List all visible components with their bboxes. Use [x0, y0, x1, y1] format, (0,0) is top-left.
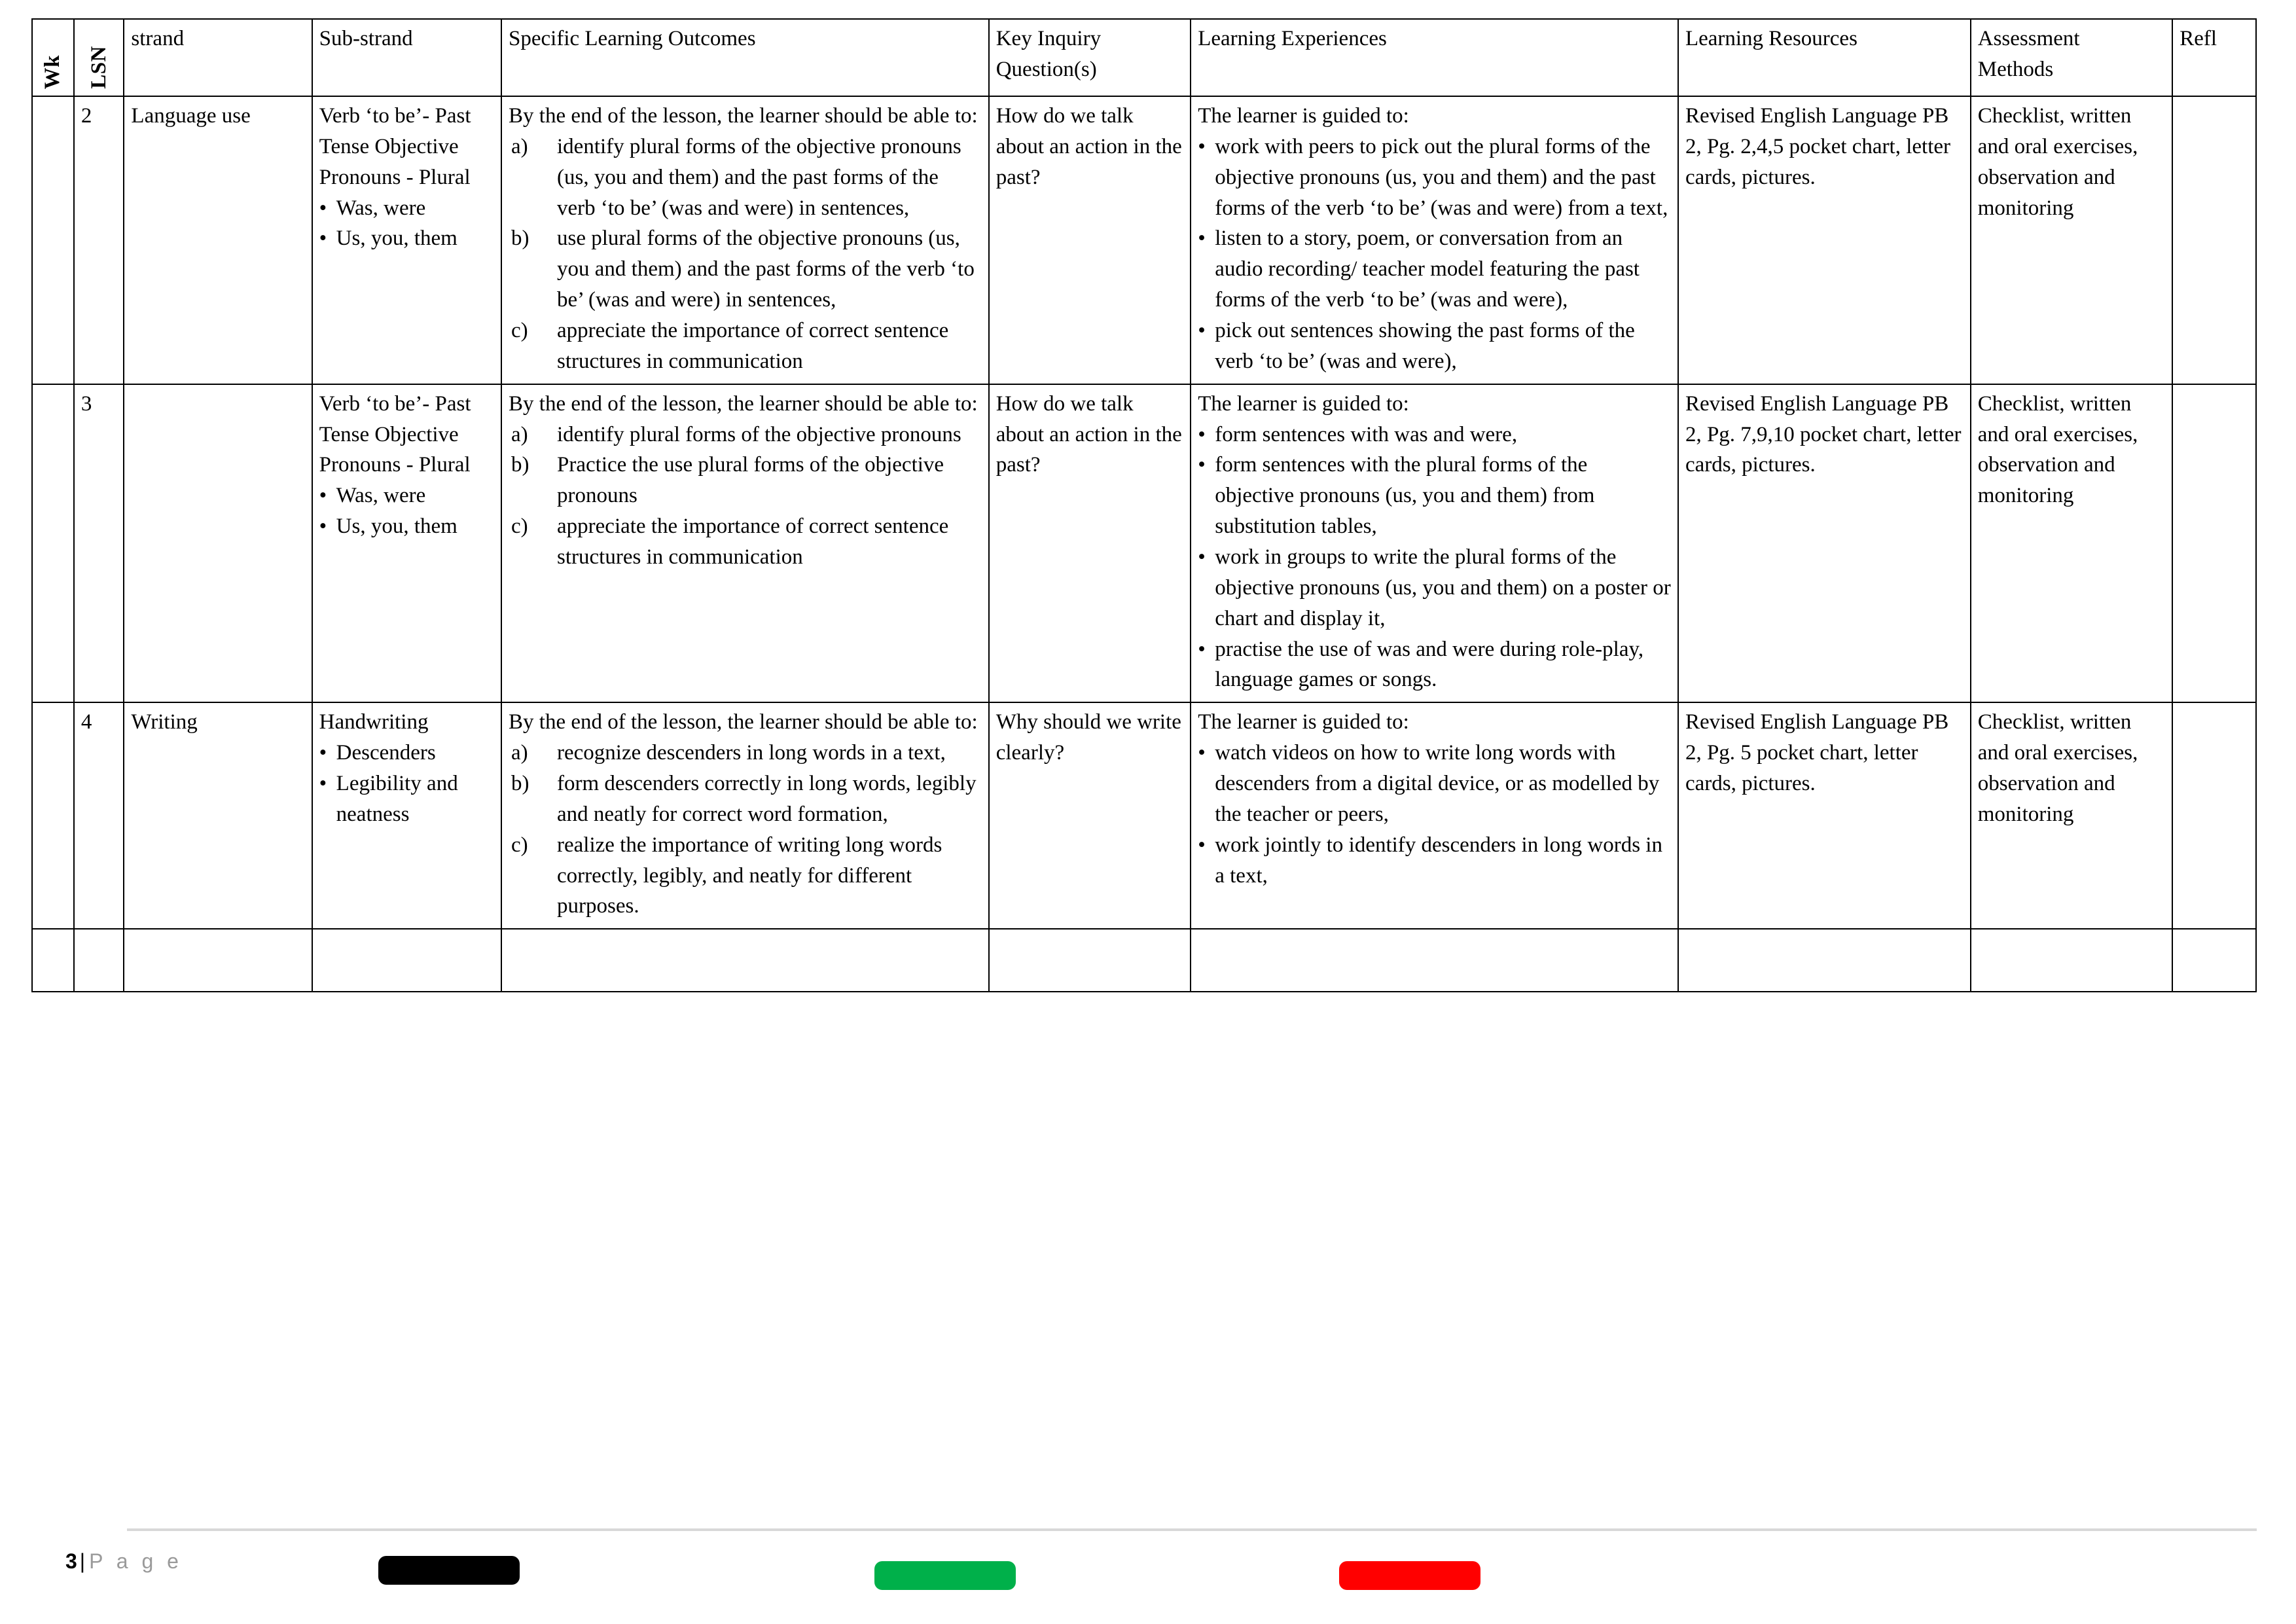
cell-specific-learning-outcomes: [501, 929, 989, 992]
bullet-icon: •: [319, 772, 327, 796]
list-item: [1198, 450, 1671, 542]
slo-item-text: identify plural forms of the objective pronouns: [557, 422, 961, 446]
bullet-icon: •: [1198, 134, 1206, 158]
list-item: [1198, 223, 1671, 316]
cell-lsn: 4: [74, 702, 124, 929]
cell-assessment-methods: Checklist, written and oral exercises, observation and monitoring: [1971, 384, 2173, 703]
cell-specific-learning-outcomes: [501, 384, 989, 703]
cell-sub-strand: [312, 929, 501, 992]
sub-strand-bullet-text: Was, were: [336, 196, 426, 220]
list-item: [509, 316, 982, 377]
header-kiq-line2: Question(s): [996, 57, 1097, 81]
slo-item-text: use plural forms of the objective pronouns (us, you and them) and the past forms of the verb ‘to be’ (was and were) in sentences,: [557, 226, 975, 312]
table-row: [32, 384, 2256, 703]
cell-learning-experiences: [1191, 96, 1678, 384]
list-marker: a): [511, 741, 528, 765]
header-assessment-line2: Methods: [1977, 57, 2054, 81]
le-lead: The learner is guided to:: [1198, 710, 1409, 734]
cell-key-inquiry-question: Why should we write clearly?: [989, 702, 1191, 929]
header-kiq-line1: Key Inquiry: [996, 27, 1102, 50]
cell-learning-experiences: [1191, 702, 1678, 929]
slo-item-text: appreciate the importance of correct sentence structures in communication: [557, 514, 949, 569]
footer-divider: [127, 1528, 2257, 1531]
slo-item-text: appreciate the importance of correct sentence structures in communication: [557, 319, 949, 373]
bullet-icon: •: [1198, 453, 1206, 477]
footer-bar-red: [1339, 1561, 1480, 1590]
page-word: P a g e: [89, 1549, 183, 1573]
header-wk: [32, 19, 74, 96]
list-marker: b): [511, 772, 529, 796]
list-item: [509, 450, 982, 511]
header-lsn: [74, 19, 124, 96]
list-item: [1198, 634, 1671, 696]
bullet-icon: •: [1198, 319, 1206, 343]
cell-sub-strand: [312, 384, 501, 703]
cell-learning-resources: Revised English Language PB 2, Pg. 5 pocket chart, letter cards, pictures.: [1678, 702, 1971, 929]
header-learning-resources: Learning Resources: [1678, 19, 1971, 96]
sub-strand-bullet-text: Legibility and neatness: [336, 772, 458, 826]
list-item: [509, 223, 982, 316]
slo-lead: By the end of the lesson, the learner should be able to:: [509, 391, 978, 416]
cell-wk: [32, 384, 74, 703]
list-item: [319, 511, 494, 542]
list-item: [319, 223, 494, 254]
cell-sub-strand: [312, 96, 501, 384]
sub-strand-bullets: [319, 738, 494, 830]
slo-item-text: identify plural forms of the objective pronouns (us, you and them) and the past forms of the verb ‘to be’ (was and were) in sentences,: [557, 134, 961, 220]
bullet-icon: •: [1198, 833, 1206, 857]
cell-learning-experiences: [1191, 384, 1678, 703]
list-item: [319, 193, 494, 224]
cell-wk: [32, 929, 74, 992]
cell-assessment-methods: Checklist, written and oral exercises, observation and monitoring: [1971, 702, 2173, 929]
slo-list: [509, 420, 982, 573]
cell-specific-learning-outcomes: [501, 96, 989, 384]
cell-lsn: 3: [74, 384, 124, 703]
cell-strand: [124, 384, 312, 703]
le-item-text: form sentences with the plural forms of the objective pronouns (us, you and them) from substitution tables,: [1215, 453, 1595, 539]
list-item: [509, 132, 982, 224]
cell-lsn: 2: [74, 96, 124, 384]
bullet-icon: •: [1198, 741, 1206, 765]
bullet-icon: •: [319, 196, 327, 220]
cell-assessment-methods: [1971, 929, 2173, 992]
cell-key-inquiry-question: [989, 929, 1191, 992]
list-marker: a): [511, 422, 528, 446]
list-item: [509, 738, 982, 768]
sub-strand-title: Verb ‘to be’- Past Tense Objective Pronouns - Plural: [319, 391, 471, 477]
table-header-row: [32, 19, 2256, 96]
cell-learning-resources: Revised English Language PB 2, Pg. 7,9,10 pocket chart, letter cards, pictures.: [1678, 384, 1971, 703]
bullet-icon: •: [319, 514, 327, 539]
slo-item-text: Practice the use plural forms of the objective pronouns: [557, 453, 944, 508]
cell-strand: Language use: [124, 96, 312, 384]
list-item: [1198, 738, 1671, 830]
cell-refl: [2172, 384, 2256, 703]
cell-learning-experiences: [1191, 929, 1678, 992]
le-item-text: listen to a story, poem, or conversation from an audio recording/ teacher model featuring the past forms of the verb ‘to be’ (was and were),: [1215, 226, 1640, 312]
le-lead: The learner is guided to:: [1198, 391, 1409, 416]
cell-learning-resources: Revised English Language PB 2, Pg. 2,4,5 pocket chart, letter cards, pictures.: [1678, 96, 1971, 384]
cell-strand: Writing: [124, 702, 312, 929]
header-assessment-methods: [1971, 19, 2173, 96]
list-marker: b): [511, 226, 529, 251]
sub-strand-bullet-text: Us, you, them: [336, 226, 457, 251]
cell-lsn: [74, 929, 124, 992]
slo-item-text: realize the importance of writing long words correctly, legibly, and neatly for different purposes.: [557, 833, 942, 918]
sub-strand-bullet-text: Was, were: [336, 484, 426, 508]
list-marker: c): [511, 319, 528, 343]
page-separator: |: [79, 1549, 86, 1573]
le-item-text: form sentences with was and were,: [1215, 422, 1518, 446]
header-key-inquiry-questions: [989, 19, 1191, 96]
list-item: [509, 420, 982, 450]
cell-key-inquiry-question: How do we talk about an action in the past?: [989, 96, 1191, 384]
sub-strand-title: Handwriting: [319, 710, 429, 734]
cell-wk: [32, 702, 74, 929]
cell-learning-resources: [1678, 929, 1971, 992]
list-item: [319, 768, 494, 830]
le-list: [1198, 132, 1671, 377]
list-item: [319, 480, 494, 511]
page-footer: [31, 1519, 2257, 1624]
list-marker: a): [511, 134, 528, 158]
header-strand: strand: [124, 19, 312, 96]
sub-strand-bullets: [319, 193, 494, 255]
table-row: [32, 702, 2256, 929]
cell-refl: [2172, 929, 2256, 992]
slo-list: [509, 132, 982, 377]
bullet-icon: •: [319, 741, 327, 765]
bullet-icon: •: [319, 484, 327, 508]
slo-lead: By the end of the lesson, the learner should be able to:: [509, 104, 978, 128]
slo-list: [509, 738, 982, 922]
list-marker: c): [511, 833, 528, 857]
list-item: [1198, 420, 1671, 450]
list-item: [509, 768, 982, 830]
slo-lead: By the end of the lesson, the learner should be able to:: [509, 710, 978, 734]
list-item: [1198, 132, 1671, 224]
list-marker: c): [511, 514, 528, 539]
scheme-of-work-table: [31, 18, 2257, 992]
table-row-empty: [32, 929, 2256, 992]
header-assessment-line1: Assessment: [1977, 27, 2080, 50]
cell-wk: [32, 96, 74, 384]
cell-key-inquiry-question: How do we talk about an action in the past?: [989, 384, 1191, 703]
header-refl: Refl: [2172, 19, 2256, 96]
cell-sub-strand: [312, 702, 501, 929]
table-body: [32, 96, 2256, 992]
list-item: [1198, 830, 1671, 892]
table-row: [32, 96, 2256, 384]
le-lead: The learner is guided to:: [1198, 104, 1409, 128]
le-item-text: work jointly to identify descenders in long words in a text,: [1215, 833, 1662, 888]
sub-strand-title: Verb ‘to be’- Past Tense Objective Pronouns - Plural: [319, 104, 471, 189]
cell-strand: [124, 929, 312, 992]
cell-assessment-methods: Checklist, written and oral exercises, observation and monitoring: [1971, 96, 2173, 384]
bullet-icon: •: [1198, 637, 1206, 661]
bullet-icon: •: [1198, 545, 1206, 569]
page-number: 3: [65, 1549, 77, 1573]
bullet-icon: •: [1198, 422, 1206, 446]
slo-item-text: recognize descenders in long words in a text,: [557, 741, 946, 765]
list-item: [319, 738, 494, 768]
list-item: [509, 830, 982, 922]
list-item: [1198, 316, 1671, 377]
sub-strand-bullet-text: Descenders: [336, 741, 436, 765]
header-sub-strand: Sub-strand: [312, 19, 501, 96]
le-list: [1198, 420, 1671, 696]
le-item-text: watch videos on how to write long words with descenders from a digital device, or as modelled by the teacher or peers,: [1215, 741, 1660, 826]
le-item-text: work in groups to write the plural forms of the objective pronouns (us, you and them) on a poster or chart and display it,: [1215, 545, 1671, 630]
le-item-text: pick out sentences showing the past forms of the verb ‘to be’ (was and were),: [1215, 319, 1635, 373]
header-lsn-label: LSN: [86, 46, 111, 89]
footer-bar-green: [874, 1561, 1016, 1590]
cell-refl: [2172, 96, 2256, 384]
header-specific-learning-outcomes: Specific Learning Outcomes: [501, 19, 989, 96]
bullet-icon: •: [1198, 226, 1206, 251]
cell-refl: [2172, 702, 2256, 929]
header-learning-experiences: Learning Experiences: [1191, 19, 1678, 96]
slo-item-text: form descenders correctly in long words, legibly and neatly for correct word formation,: [557, 772, 977, 826]
list-marker: b): [511, 453, 529, 477]
le-list: [1198, 738, 1671, 891]
bullet-icon: •: [319, 226, 327, 251]
page-number-label: [65, 1549, 183, 1574]
list-item: [509, 511, 982, 573]
cell-specific-learning-outcomes: [501, 702, 989, 929]
le-item-text: practise the use of was and were during role-play, language games or songs.: [1215, 637, 1644, 692]
sub-strand-bullet-text: Us, you, them: [336, 514, 457, 539]
list-item: [1198, 542, 1671, 634]
header-wk-label: Wk: [41, 54, 65, 89]
footer-bar-black: [378, 1556, 520, 1585]
le-item-text: work with peers to pick out the plural forms of the objective pronouns (us, you and them) and the past forms of the verb ‘to be’ (was and were) from a text,: [1215, 134, 1668, 220]
sub-strand-bullets: [319, 480, 494, 542]
